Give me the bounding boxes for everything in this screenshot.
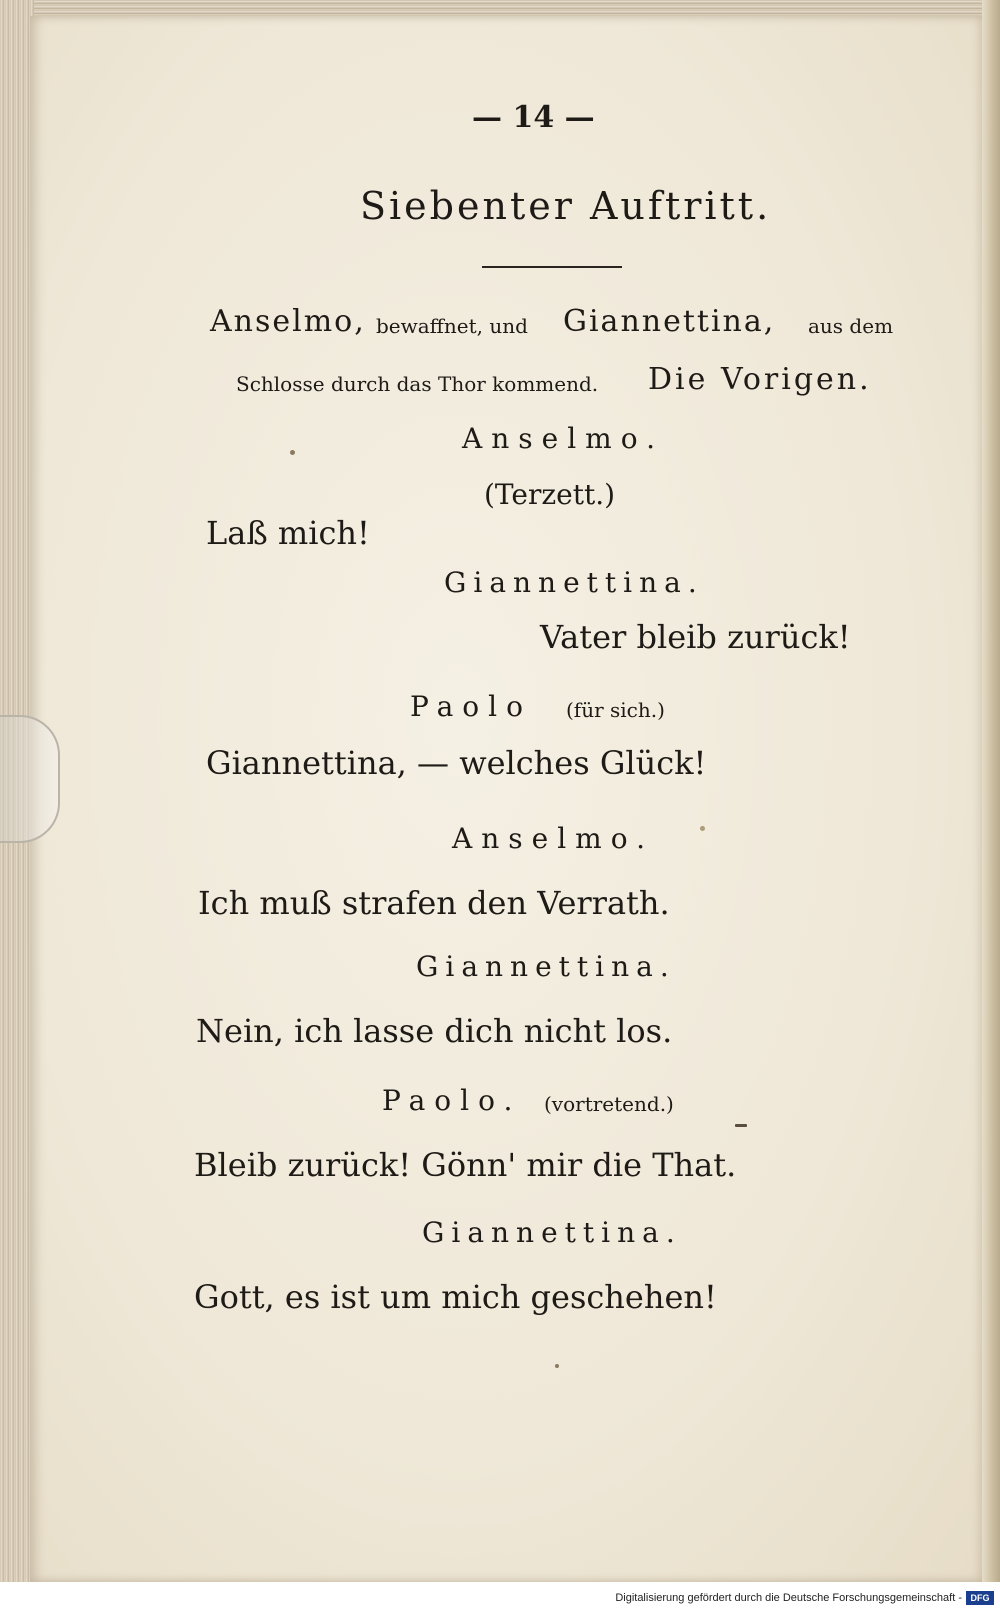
speaker-name: Giannettina. (444, 566, 704, 599)
stage-note: (Terzett.) (484, 478, 616, 511)
dialogue-line: Gott, es ist um mich geschehen! (194, 1278, 717, 1316)
speaker-name: Giannettina. (416, 950, 676, 983)
scene-title: Siebenter Auftritt. (360, 184, 772, 228)
page-right-edge (982, 0, 1000, 1582)
dialogue-line: Nein, ich lasse dich nicht los. (196, 1012, 673, 1050)
speaker-name: Anselmo. (462, 422, 664, 455)
speaker-name: Paolo (410, 690, 532, 723)
dialogue-line: Ich muß strafen den Verrath. (198, 884, 670, 922)
stage-direction-text: aus dem (808, 314, 894, 338)
stage-direction-vorigen: Die Vorigen. (648, 362, 872, 397)
page-number: — 14 — (472, 100, 595, 135)
stage-direction-text: bewaffnet, und (376, 314, 528, 338)
stage-aside: (vortretend.) (544, 1092, 674, 1116)
dialogue-line: Laß mich! (206, 514, 370, 552)
speaker-name: Anselmo. (452, 822, 654, 855)
paper-speck (700, 826, 705, 831)
speaker-name: Giannettina. (422, 1216, 682, 1249)
page-clip (0, 715, 60, 843)
stage-direction-text: Schlosse durch das Thor kommend. (236, 372, 599, 396)
paper-speck (290, 450, 295, 455)
digitization-credit: Digitalisierung gefördert durch die Deutsche Forschungsgemeinschaft - (615, 1592, 962, 1604)
stage-direction-name-anselmo: Anselmo, (210, 304, 366, 339)
dialogue-line: Bleib zurück! Gönn' mir die That. (194, 1146, 737, 1184)
stage-direction-name-giannettina: Giannettina, (563, 304, 776, 339)
paper-speck (735, 1124, 747, 1127)
dfg-logo: DFG (966, 1591, 994, 1605)
title-rule (482, 266, 622, 268)
paper-speck (555, 1364, 559, 1368)
stage-aside: (für sich.) (566, 698, 665, 722)
book-page (30, 16, 982, 1582)
dialogue-line: Giannettina, — welches Glück! (206, 744, 707, 782)
dialogue-line: Vater bleib zurück! (540, 618, 851, 656)
speaker-name: Paolo. (382, 1084, 522, 1117)
